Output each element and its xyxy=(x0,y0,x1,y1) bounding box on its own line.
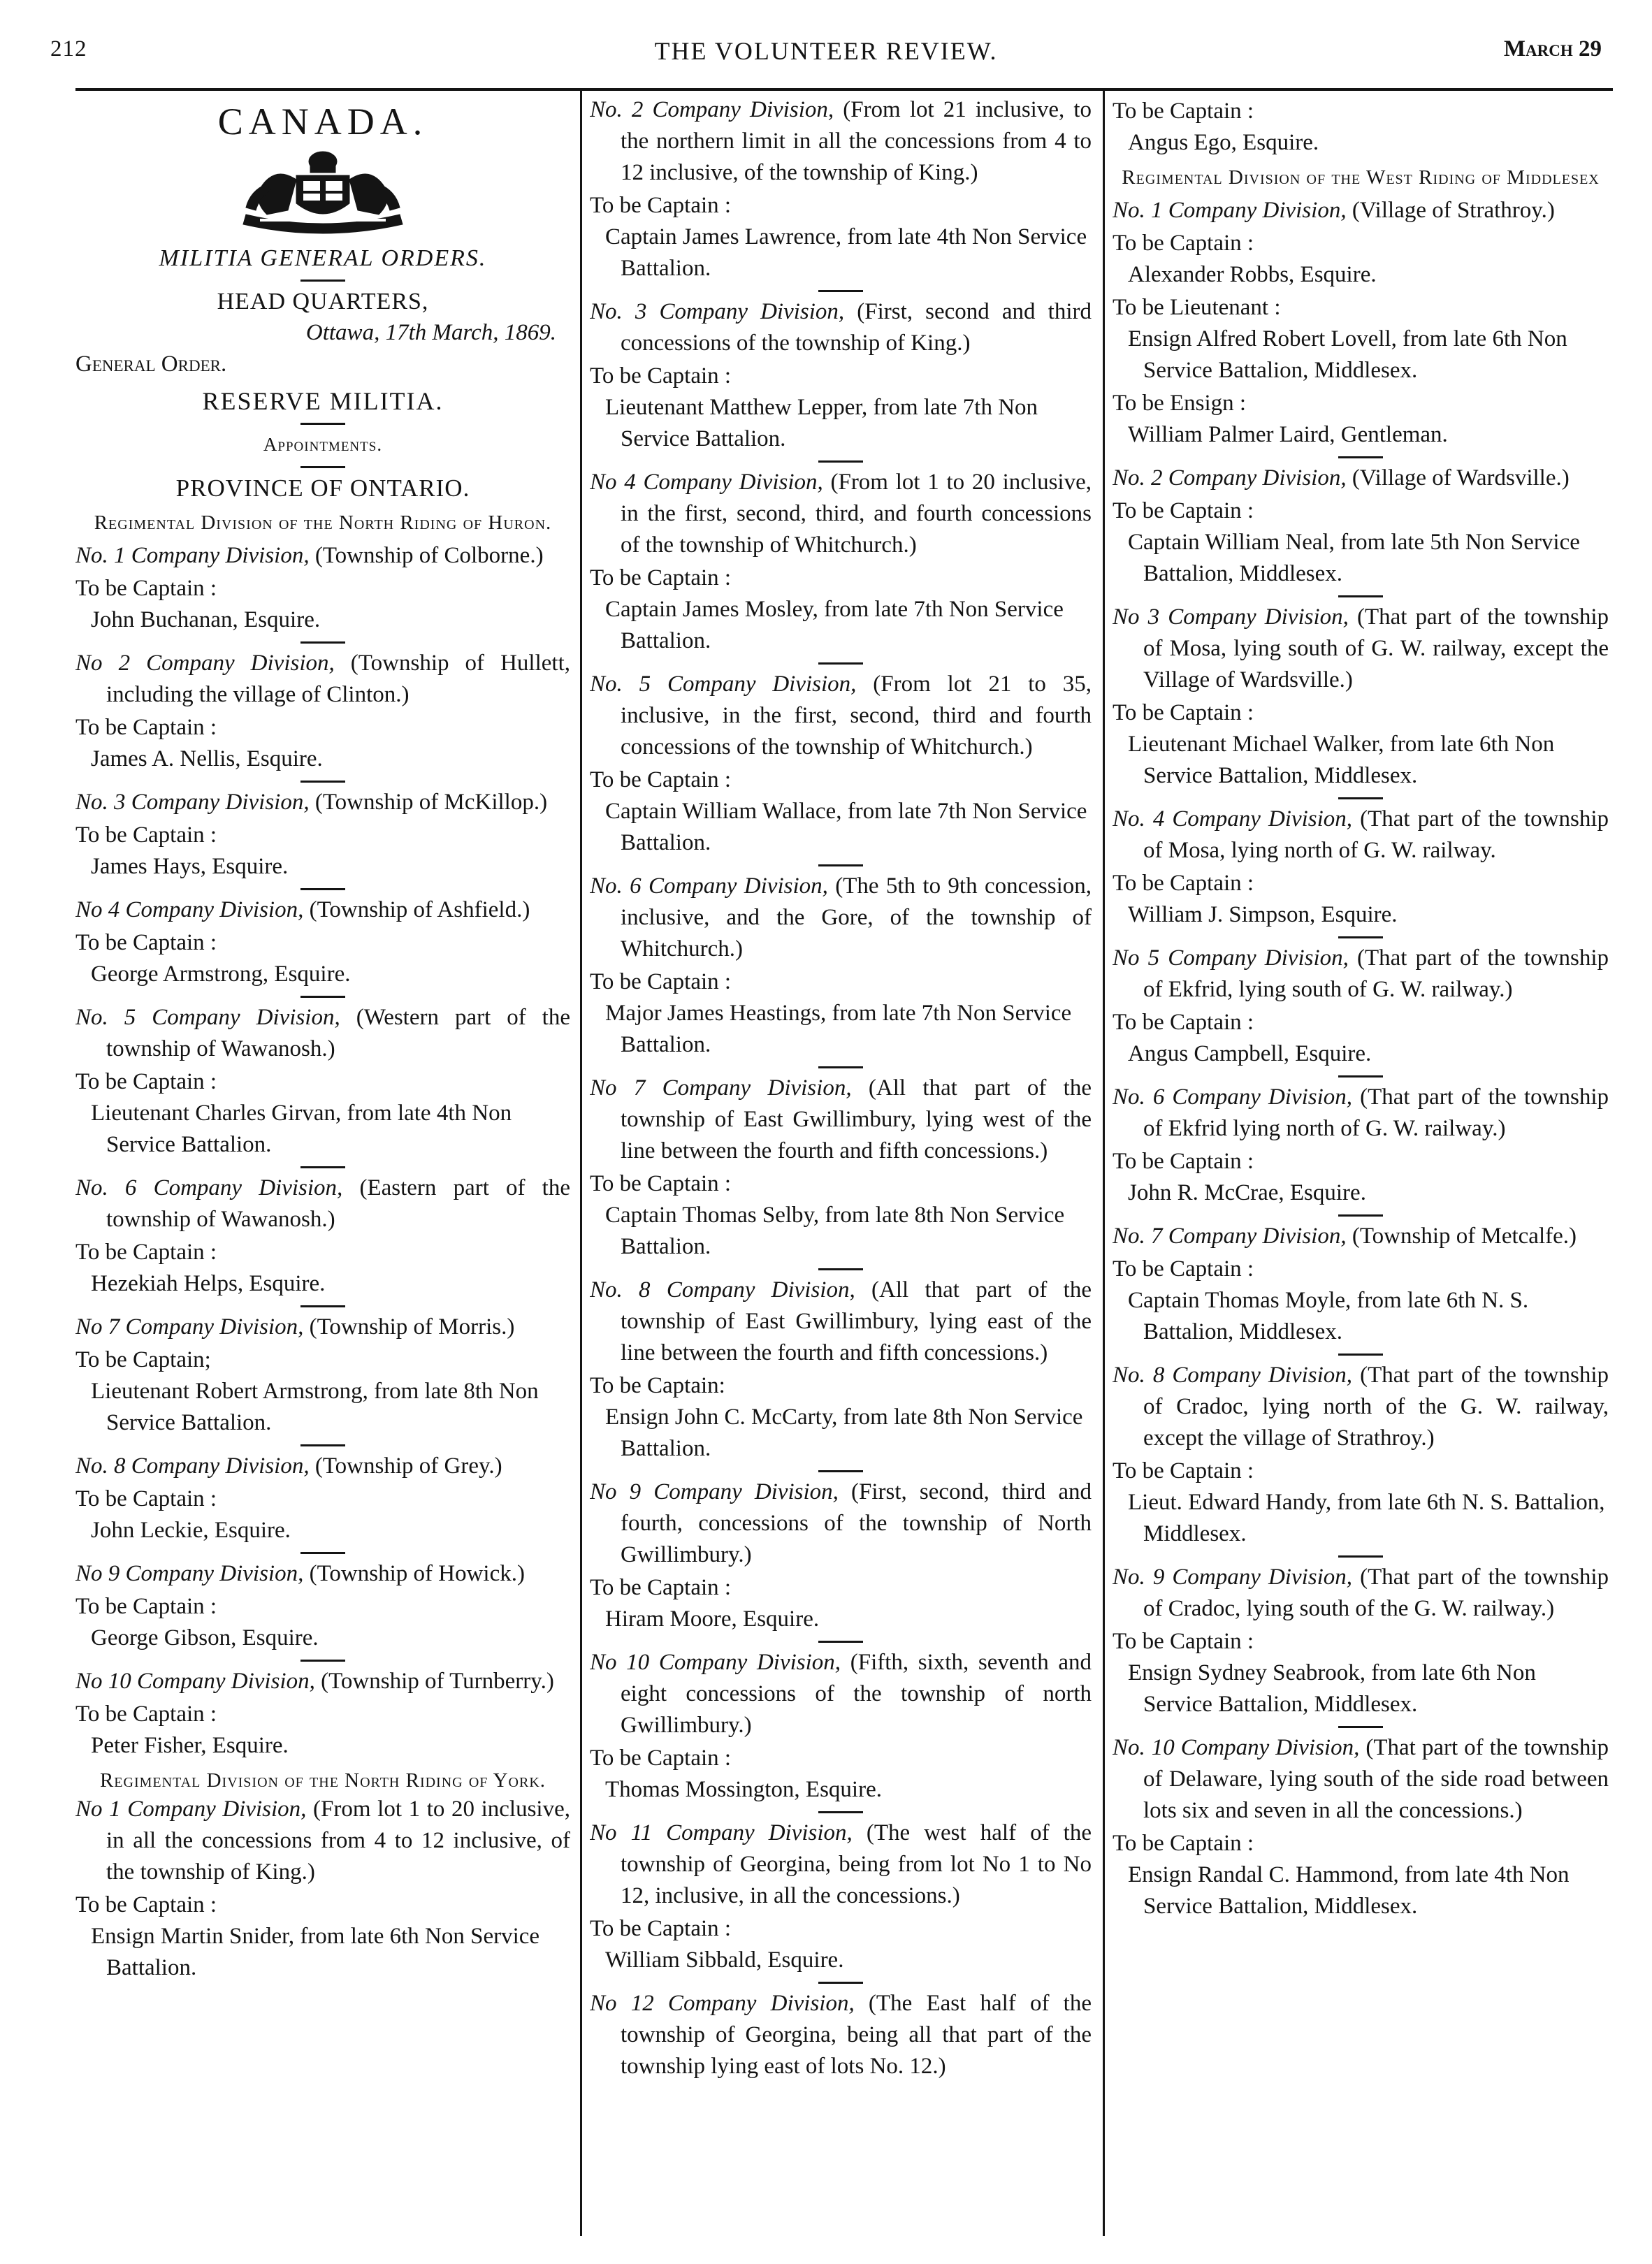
division-location: (From lot 1 to 20 inclusive, in all the concessions from 4 to 12 inclusive, of the township of King.) xyxy=(106,1797,570,1885)
company-division-entry xyxy=(75,787,570,818)
company-division-label: No. 1 Company Division, xyxy=(75,543,310,568)
divider xyxy=(818,1066,863,1068)
column-rule-2 xyxy=(1103,91,1105,2236)
company-division-label: No 2 Company Division, xyxy=(75,651,335,676)
division-location: (The west half of the township of Georgina, being from lot No 1 to No 12, inclusive, in all the concessions.) xyxy=(621,1820,1092,1908)
company-division-label: No. 2 Company Division, xyxy=(590,97,834,122)
appointment-rank: To be Captain : xyxy=(1113,1629,1254,1654)
company-division-label: No 1 Company Division, xyxy=(75,1797,307,1822)
page-number: 212 xyxy=(50,36,87,61)
division-location: (That part of the township of Mosa, lying north of G. W. railway. xyxy=(1143,806,1609,863)
company-division-entry xyxy=(590,1647,1092,1741)
appointment-rank: To be Captain : xyxy=(590,767,732,792)
appointment-rank: To be Captain; xyxy=(75,1347,211,1372)
company-division-label: No. 6 Company Division, xyxy=(75,1175,343,1200)
divider xyxy=(1338,1354,1383,1356)
province-heading: PROVINCE OF ONTARIO. xyxy=(175,474,470,502)
appointee: George Armstrong, Esquire. xyxy=(91,962,351,987)
appointment-rank: To be Captain : xyxy=(590,363,732,389)
divider xyxy=(1338,456,1383,458)
company-division-label: No 4 Company Division, xyxy=(75,897,304,922)
division-location: (Western part of the township of Wawanosh.) xyxy=(106,1005,570,1061)
divider xyxy=(1338,1726,1383,1728)
company-division-entry xyxy=(75,894,570,926)
appointment-rank: To be Captain : xyxy=(75,1701,217,1727)
division-location: (That part of the township of Ekfrid, lying south of G. W. railway.) xyxy=(1143,945,1609,1002)
divider xyxy=(300,888,345,890)
company-division-label: No 5 Company Division, xyxy=(1113,945,1349,971)
head-quarters: HEAD QUARTERS, xyxy=(217,289,429,314)
appointment-rank: To be Lieutenant : xyxy=(1113,295,1281,320)
company-division-label: No. 7 Company Division, xyxy=(1113,1224,1347,1249)
company-division-label: No 3 Company Division, xyxy=(1113,604,1349,630)
divider xyxy=(818,864,863,866)
column-1 xyxy=(75,94,570,2222)
appointment-rank: To be Captain : xyxy=(75,1069,217,1094)
divider xyxy=(300,1660,345,1662)
masthead-canada: CANADA. xyxy=(217,101,428,143)
company-division-label: No 7 Company Division, xyxy=(75,1314,304,1340)
appointee: Peter Fisher, Esquire. xyxy=(91,1733,289,1758)
divider xyxy=(818,460,863,463)
appointee: Lieut. Edward Handy, from late 6th N. S. Battalion, Middlesex. xyxy=(1128,1490,1605,1546)
company-division-entry xyxy=(1113,1221,1609,1252)
company-division-entry xyxy=(1113,1562,1609,1625)
company-division-entry xyxy=(590,1817,1092,1912)
company-division-label: No. 6 Company Division, xyxy=(1113,1084,1353,1110)
divider xyxy=(1338,1555,1383,1558)
division-location: (From lot 1 to 20 inclusive, in the first, second, third, and fourth concessions of the township of Whitchurch.) xyxy=(621,470,1092,558)
appointee: John Leckie, Esquire. xyxy=(91,1518,291,1543)
company-division-label: No. 3 Company Division, xyxy=(75,790,310,815)
divider xyxy=(818,1811,863,1813)
regimental-division-york: Regimental Division of the North Riding of York. xyxy=(99,1769,546,1792)
appointment-rank: To be Captain: xyxy=(590,1373,725,1398)
issue-date: March 29 xyxy=(1503,36,1602,61)
division-location: (That part of the township of Ekfrid lying north of G. W. railway.) xyxy=(1143,1084,1609,1141)
division-location: (Township of McKillop.) xyxy=(309,790,548,815)
company-division-entry xyxy=(1113,195,1609,226)
appointee: Lieutenant Charles Girvan, from late 4th Non Service Battalion. xyxy=(91,1101,512,1157)
appointment-rank: To be Captain : xyxy=(75,930,217,955)
column-2 xyxy=(590,94,1092,2222)
company-division-label: No. 5 Company Division, xyxy=(590,672,857,697)
company-division-entry xyxy=(1113,943,1609,1006)
company-division-label: No 7 Company Division, xyxy=(590,1075,852,1101)
appointment-rank: To be Captain : xyxy=(75,1892,217,1917)
division-location: (That part of the township of Cradoc, lying south of the G. W. railway.) xyxy=(1143,1565,1609,1621)
appointment-rank: To be Captain : xyxy=(1113,871,1254,896)
company-division-entry xyxy=(590,467,1092,561)
appointment-rank: To be Ensign : xyxy=(1113,391,1247,416)
appointee: Captain William Neal, from late 5th Non Service Battalion, Middlesex. xyxy=(1128,530,1580,586)
divider xyxy=(300,996,345,998)
appointee: Thomas Mossington, Esquire. xyxy=(605,1777,882,1802)
division-location: (That part of the township of Delaware, lying south of the side road between lots six and seven in all the concessions.) xyxy=(1143,1735,1609,1823)
company-division-entry xyxy=(590,94,1092,189)
appointee: Angus Ego, Esquire. xyxy=(1128,130,1319,155)
appointee: Lieutenant Michael Walker, from late 6th Non Service Battalion, Middlesex. xyxy=(1128,732,1555,788)
company-division-entry xyxy=(1113,463,1609,494)
appointee: Captain William Wallace, from late 7th Non Service Battalion. xyxy=(605,799,1087,855)
divider xyxy=(300,1444,345,1446)
company-division-entry xyxy=(590,1988,1092,2082)
division-location: (Township of Metcalfe.) xyxy=(1346,1224,1577,1249)
appointee: Hezekiah Helps, Esquire. xyxy=(91,1271,326,1296)
company-division-label: No 12 Company Division, xyxy=(590,1991,855,2016)
company-division-entry xyxy=(75,1558,570,1590)
company-division-entry xyxy=(75,648,570,711)
company-division-label: No. 10 Company Division, xyxy=(1113,1735,1360,1760)
divider xyxy=(818,1641,863,1643)
appointment-rank: To be Captain : xyxy=(590,969,732,994)
division-location: (Village of Strathroy.) xyxy=(1346,198,1555,223)
divider xyxy=(300,1166,345,1168)
company-division-label: No. 3 Company Division, xyxy=(590,299,845,324)
division-location: (Township of Ashfield.) xyxy=(303,897,530,922)
regimental-division-huron: Regimental Division of the North Riding of Huron. xyxy=(94,511,552,534)
appointee: Captain Thomas Moyle, from late 6th N. S. Battalion, Middlesex. xyxy=(1128,1288,1529,1344)
appointee: William Sibbald, Esquire. xyxy=(605,1947,844,1973)
appointee: William Palmer Laird, Gentleman. xyxy=(1128,422,1448,447)
company-division-entry xyxy=(75,1794,570,1888)
appointee: Ensign Martin Snider, from late 6th Non Service Battalion. xyxy=(91,1924,540,1980)
divider xyxy=(300,466,345,468)
appointment-rank: To be Captain : xyxy=(590,565,732,590)
company-division-label: No. 5 Company Division, xyxy=(75,1005,340,1030)
company-division-entry xyxy=(590,1275,1092,1369)
appointment-rank: To be Captain : xyxy=(590,1171,732,1196)
division-location: (Township of Hullett, including the village of Clinton.) xyxy=(106,651,570,707)
divider xyxy=(300,423,345,425)
division-location: (All that part of the township of East Gwillimbury, lying east of the line between the fourth and fifth concessions.) xyxy=(621,1277,1092,1365)
company-division-label: No. 6 Company Division, xyxy=(590,873,828,899)
appointment-rank: To be Captain : xyxy=(1113,99,1254,124)
appointee: Lieutenant Robert Armstrong, from late 8th Non Service Battalion. xyxy=(91,1379,539,1435)
company-division-entry xyxy=(75,540,570,572)
company-division-entry xyxy=(75,1312,570,1343)
divider xyxy=(818,1268,863,1270)
company-division-entry xyxy=(590,669,1092,763)
company-division-label: No. 8 Company Division, xyxy=(1113,1363,1353,1388)
company-division-label: No 10 Company Division, xyxy=(75,1669,315,1694)
appointee: Captain James Lawrence, from late 4th Non Service Battalion. xyxy=(605,224,1087,281)
division-location: (Township of Turnberry.) xyxy=(314,1669,554,1694)
division-location: (That part of the township of Cradoc, lying north of the G. W. railway, except the village of Strathroy.) xyxy=(1143,1363,1609,1451)
division-location: (Eastern part of the township of Wawanosh.) xyxy=(106,1175,570,1232)
appointee: Major James Heastings, from late 7th Non Service Battalion. xyxy=(605,1001,1072,1057)
company-division-label: No. 8 Company Division, xyxy=(75,1453,310,1479)
division-location: (Village of Wardsville.) xyxy=(1346,465,1570,491)
company-division-label: No 10 Company Division, xyxy=(590,1650,841,1675)
appointee: Ensign John C. McCarty, from late 8th Non Service Battalion. xyxy=(605,1405,1083,1461)
divider xyxy=(1338,595,1383,597)
appointee: Ensign Alfred Robert Lovell, from late 6th Non Service Battalion, Middlesex. xyxy=(1128,326,1567,383)
appointment-rank: To be Captain : xyxy=(1113,1831,1254,1856)
company-division-entry xyxy=(1113,1082,1609,1145)
divider xyxy=(818,1470,863,1472)
appointment-rank: To be Captain : xyxy=(75,1240,217,1265)
appointments-label: Appointments. xyxy=(263,434,383,455)
company-division-label: No. 2 Company Division, xyxy=(1113,465,1347,491)
divider xyxy=(300,1552,345,1554)
company-division-label: No. 4 Company Division, xyxy=(1113,806,1353,832)
division-location: (From lot 21 to 35, inclusive, in the first, second, third and fourth concessions of the township of Whitchurch.) xyxy=(621,672,1092,760)
company-division-entry xyxy=(590,871,1092,965)
appointment-rank: To be Captain : xyxy=(1113,1149,1254,1174)
divider xyxy=(818,290,863,292)
appointee: Alexander Robbs, Esquire. xyxy=(1128,262,1377,287)
divider xyxy=(818,1982,863,1984)
appointment-rank: To be Captain : xyxy=(1113,498,1254,523)
company-division-label: No. 1 Company Division, xyxy=(1113,198,1347,223)
appointment-rank: To be Captain : xyxy=(1113,231,1254,256)
division-location: (Township of Grey.) xyxy=(309,1453,502,1479)
division-location: (Township of Howick.) xyxy=(303,1561,525,1586)
column-3 xyxy=(1113,94,1609,2222)
division-location: (First, second and third concessions of the township of King.) xyxy=(621,299,1092,356)
regimental-division-middlesex: Regimental Division of the West Riding of Middlesex xyxy=(1122,166,1600,189)
appointment-rank: To be Captain : xyxy=(590,1575,732,1600)
company-division-entry xyxy=(590,1073,1092,1167)
division-location: (Fifth, sixth, seventh and eight concessions of the township of north Gwillimbury.) xyxy=(621,1650,1092,1738)
appointee: Lieutenant Matthew Lepper, from late 7th Non Service Battalion. xyxy=(605,395,1038,451)
division-location: (Township of Morris.) xyxy=(303,1314,515,1340)
divider xyxy=(300,280,345,282)
reserve-militia: RESERVE MILITIA. xyxy=(202,387,444,415)
appointment-rank: To be Captain : xyxy=(1113,1256,1254,1282)
appointee: Hiram Moore, Esquire. xyxy=(605,1606,820,1632)
column-rule-1 xyxy=(580,91,582,2236)
appointment-rank: To be Captain : xyxy=(590,193,732,218)
company-division-entry xyxy=(1113,804,1609,866)
appointee: Ensign Randal C. Hammond, from late 4th Non Service Battalion, Middlesex. xyxy=(1128,1862,1570,1919)
divider xyxy=(818,662,863,665)
company-division-entry xyxy=(1113,1360,1609,1454)
company-division-entry xyxy=(75,1002,570,1065)
appointment-rank: To be Captain : xyxy=(1113,1458,1254,1483)
appointee: James A. Nellis, Esquire. xyxy=(91,746,323,771)
appointee: James Hays, Esquire. xyxy=(91,854,289,879)
divider xyxy=(1338,1214,1383,1217)
company-division-label: No 11 Company Division, xyxy=(590,1820,853,1845)
company-division-label: No 9 Company Division, xyxy=(75,1561,304,1586)
appointee: William J. Simpson, Esquire. xyxy=(1128,902,1398,927)
company-division-label: No. 9 Company Division, xyxy=(1113,1565,1353,1590)
company-division-entry xyxy=(75,1666,570,1697)
divider xyxy=(300,1305,345,1307)
appointment-rank: To be Captain : xyxy=(75,715,217,740)
militia-general-orders: MILITIA GENERAL ORDERS. xyxy=(159,245,487,271)
appointee: John Buchanan, Esquire. xyxy=(91,607,321,632)
appointment-rank: To be Captain : xyxy=(590,1746,732,1771)
appointment-rank: To be Captain : xyxy=(590,1916,732,1941)
company-division-label: No. 8 Company Division, xyxy=(590,1277,855,1302)
division-location: (First, second, third and fourth, concessions of the township of North Gwillimbury.) xyxy=(621,1479,1092,1567)
appointee: Angus Campbell, Esquire. xyxy=(1128,1041,1372,1066)
divider xyxy=(1338,797,1383,799)
company-division-entry xyxy=(1113,1732,1609,1827)
division-location: (That part of the township of Mosa, lying south of G. W. railway, except the Village of Wardsville.) xyxy=(1143,604,1609,692)
divider xyxy=(1338,936,1383,938)
division-location: (The East half of the township of Georgina, being all that part of the township lying east of lots No. 12.) xyxy=(621,1991,1092,2079)
general-order-label: General Order. xyxy=(75,351,227,377)
division-location: (Township of Colborne.) xyxy=(309,543,544,568)
appointee: Captain James Mosley, from late 7th Non Service Battalion. xyxy=(605,597,1064,653)
appointee: George Gibson, Esquire. xyxy=(91,1625,319,1650)
coat-of-arms-icon xyxy=(75,147,570,237)
divider xyxy=(300,781,345,783)
appointment-rank: To be Captain : xyxy=(75,576,217,601)
royal-crest-icon xyxy=(218,147,428,234)
appointee: Captain Thomas Selby, from late 8th Non Service Battalion. xyxy=(605,1203,1065,1259)
appointment-rank: To be Captain : xyxy=(75,822,217,848)
company-division-entry xyxy=(75,1451,570,1482)
division-location: (All that part of the township of East Gwillimbury, lying west of the line between the fourth and fifth concessions.) xyxy=(621,1075,1092,1163)
company-division-entry xyxy=(75,1173,570,1235)
appointee: Ensign Sydney Seabrook, from late 6th Non Service Battalion, Middlesex. xyxy=(1128,1660,1536,1717)
division-location: (From lot 21 inclusive, to the northern limit in all the concessions from 4 to 12 inclusive, of the township of King.) xyxy=(621,97,1092,185)
newspaper-title: THE VOLUNTEER REVIEW. xyxy=(654,37,998,65)
appointee: John R. McCrae, Esquire. xyxy=(1128,1180,1366,1205)
divider xyxy=(1338,1075,1383,1077)
appointment-rank: To be Captain : xyxy=(75,1486,217,1511)
company-division-entry xyxy=(590,1476,1092,1571)
company-division-entry xyxy=(1113,602,1609,696)
company-division-entry xyxy=(590,296,1092,359)
division-location: (The 5th to 9th concession, inclusive, and the Gore, of the township of Whitchurch.) xyxy=(621,873,1092,962)
company-division-label: No 9 Company Division, xyxy=(590,1479,839,1504)
appointment-rank: To be Captain : xyxy=(1113,1010,1254,1035)
appointment-rank: To be Captain : xyxy=(75,1594,217,1619)
header-rule xyxy=(75,88,1613,91)
company-division-label: No 4 Company Division, xyxy=(590,470,823,495)
appointment-rank: To be Captain : xyxy=(1113,700,1254,725)
divider xyxy=(300,641,345,644)
hq-place-date: Ottawa, 17th March, 1869. xyxy=(305,320,556,345)
